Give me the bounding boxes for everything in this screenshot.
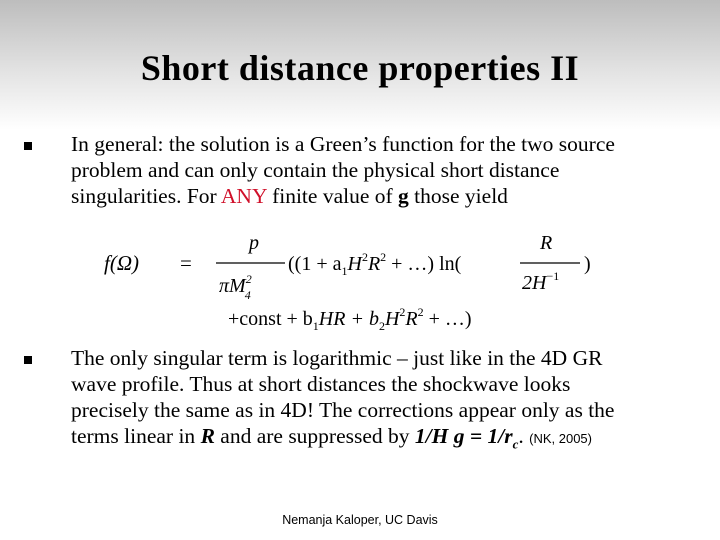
any-highlight: ANY bbox=[220, 184, 267, 208]
bullet2-line1: The only singular term is logarithmic – just like in the 4D GR bbox=[71, 346, 603, 370]
bullet1-line3 bbox=[71, 183, 711, 209]
bullet1-line3-c: those yield bbox=[408, 184, 508, 208]
bullet2-line4-b: and are suppressed by bbox=[214, 424, 415, 448]
suppression-formula: 1/H g = 1/r bbox=[414, 424, 513, 448]
citation: (NK, 2005) bbox=[529, 431, 592, 446]
bullet1-line3-a: singularities. For bbox=[71, 184, 221, 208]
suppression-subscript: c bbox=[512, 436, 519, 452]
eq-denominator: $\pi M^2$ 4 bbox=[219, 272, 252, 302]
equation bbox=[0, 225, 720, 335]
slide-title: Short distance properties II bbox=[140, 48, 580, 88]
eq-lhs: f(Ω) bbox=[104, 251, 140, 275]
bullet1-line1: In general: the solution is a Green’s function for the two source bbox=[71, 132, 615, 156]
g-symbol: g bbox=[398, 184, 409, 208]
bullet-text-1 bbox=[71, 131, 711, 209]
bullet1-line3-b: finite value of bbox=[266, 184, 399, 208]
bullet2-line3: precisely the same as in 4D! The corrections appear only as the bbox=[71, 398, 615, 422]
bullet2-line4-a: terms linear in bbox=[71, 424, 201, 448]
eq-log-denominator: $2H^{-1}$ bbox=[522, 269, 560, 294]
bullet2-line4 bbox=[71, 423, 711, 457]
bullet1-line2: problem and can only contain the physical short distance bbox=[71, 158, 560, 182]
r-symbol: R bbox=[200, 424, 215, 448]
eq-log-numerator: R bbox=[540, 232, 553, 254]
eq-equals: = bbox=[180, 251, 192, 275]
bullet-marker-1 bbox=[24, 142, 32, 150]
footer-author: Nemanja Kaloper, UC Davis bbox=[282, 513, 438, 527]
bullet-marker-2 bbox=[24, 356, 32, 364]
eq-body-line1: (($1 + a_1H^2R^2$ + …) ln( bbox=[288, 250, 462, 278]
bullet-text-2 bbox=[71, 345, 711, 457]
bullet2-line2: wave profile. Thus at short distances the shockwave looks bbox=[71, 372, 571, 396]
eq-numerator: p bbox=[249, 232, 259, 254]
eq-body-line2: +const + $b_1HR + b_2H^2R^2$ + …) bbox=[228, 305, 472, 333]
eq-close: ) bbox=[584, 253, 591, 275]
bullet2-line4-c: . bbox=[518, 424, 530, 448]
